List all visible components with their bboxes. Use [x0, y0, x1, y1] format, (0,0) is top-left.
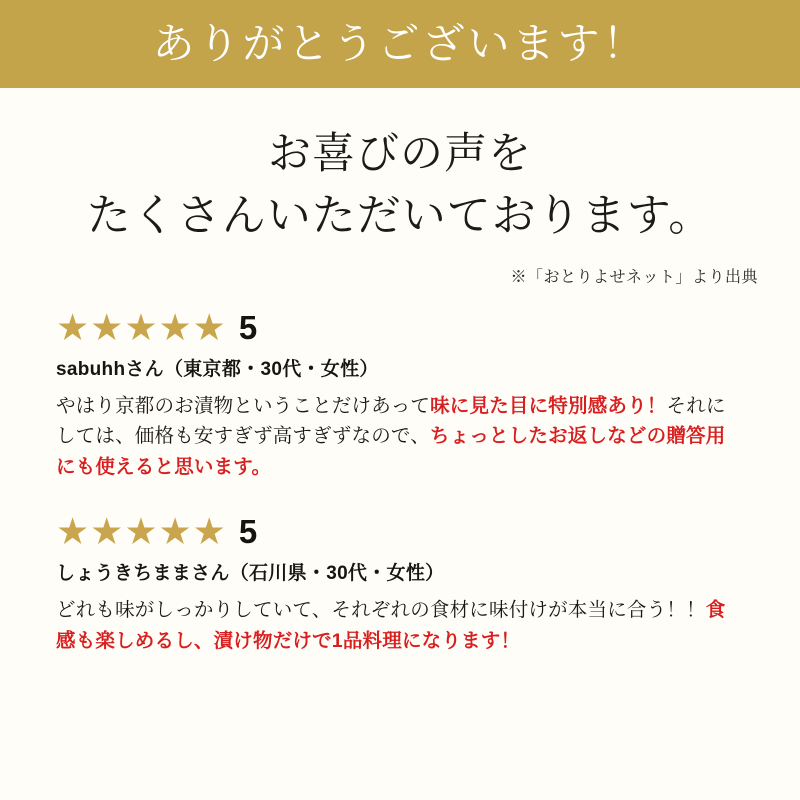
- rating-value: 5: [238, 308, 258, 346]
- source-note: ※「おとりよせネット」より出典: [510, 266, 758, 286]
- star-rating-icon: ★★★★★: [56, 510, 227, 552]
- rating-row: [56, 510, 744, 552]
- highlighted-text: ちょっとしたお返しなどの贈答用にも使えると思います。: [56, 425, 726, 479]
- thank-you-banner: [0, 0, 800, 88]
- plain-text: どれも味がしっかりしていて、それぞれの食材に味付けが本当に合う！！: [56, 598, 706, 621]
- highlighted-text: 味に見た目に特別感あり！: [430, 394, 667, 417]
- list-item: [56, 306, 744, 483]
- reviewer-name: しょうきちままさん（石川県・30代・女性）: [56, 562, 445, 584]
- plain-text: それにしては、価格も安すぎず高すぎずなので、: [56, 394, 726, 448]
- rating-value: 5: [238, 512, 258, 550]
- review-body: [56, 391, 744, 483]
- review-list: [0, 306, 800, 657]
- rating-row: [56, 306, 744, 348]
- review-body: [56, 595, 744, 657]
- page-title: [0, 88, 800, 248]
- plain-text: やはり京都のお漬物ということだけあって: [56, 394, 431, 417]
- highlighted-text: 食感も楽しめるし、漬け物だけで1品料理になります！: [56, 598, 726, 652]
- headline-line-2: たくさんいただいております。: [86, 190, 714, 242]
- star-rating-icon: ★★★★★: [56, 306, 227, 348]
- reviewer-name: sabuhhさん（東京都・30代・女性）: [56, 358, 379, 380]
- headline-line-1: お喜びの声を: [268, 129, 532, 179]
- banner-text: ありがとうございます！: [152, 19, 648, 68]
- list-item: [56, 510, 744, 657]
